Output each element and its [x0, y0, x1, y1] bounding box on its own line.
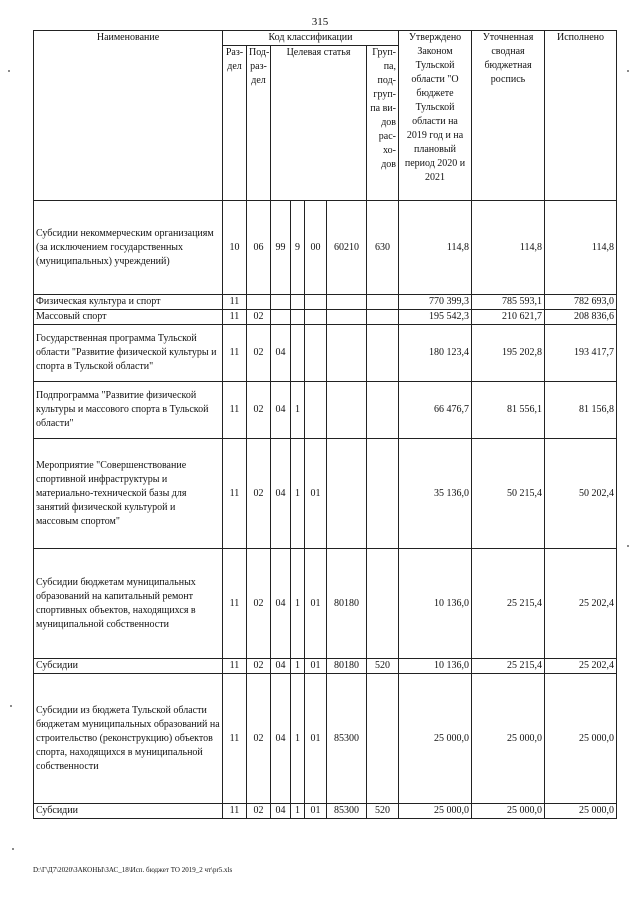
row-celevaya-4 [327, 325, 367, 382]
row-executed: 25 202,4 [545, 659, 617, 674]
row-razdel: 11 [223, 659, 247, 674]
row-executed: 25 000,0 [545, 674, 617, 804]
row-approved: 66 476,7 [399, 382, 472, 439]
table-row [34, 439, 617, 549]
row-refined: 785 593,1 [472, 295, 545, 310]
row-podrazdel: 02 [247, 659, 271, 674]
row-celevaya-1: 04 [271, 325, 291, 382]
row-name: Физическая культура и спорт [34, 295, 223, 310]
row-approved: 770 399,3 [399, 295, 472, 310]
row-name: Государственная программа Тульской области "Развитие физической культуры и спорта в Тульской области" [34, 325, 223, 382]
row-name: Субсидии [34, 804, 223, 819]
row-celevaya-4 [327, 310, 367, 325]
header-refined: Уточненная сводная бюджетная роспись [472, 31, 545, 201]
row-celevaya-3 [305, 310, 327, 325]
row-celevaya-4 [327, 439, 367, 549]
row-approved: 25 000,0 [399, 674, 472, 804]
row-razdel: 11 [223, 310, 247, 325]
row-approved: 195 542,3 [399, 310, 472, 325]
row-razdel: 11 [223, 295, 247, 310]
row-celevaya-2: 1 [291, 674, 305, 804]
table-row [34, 295, 617, 310]
row-executed: 50 202,4 [545, 439, 617, 549]
row-executed: 208 836,6 [545, 310, 617, 325]
row-celevaya-4: 85300 [327, 804, 367, 819]
table-row [34, 310, 617, 325]
row-celevaya-4: 60210 [327, 201, 367, 295]
row-approved: 180 123,4 [399, 325, 472, 382]
row-celevaya-3: 01 [305, 674, 327, 804]
row-refined: 114,8 [472, 201, 545, 295]
header-code-group: Код классификации [223, 31, 399, 46]
table-row [34, 549, 617, 659]
table-row [34, 659, 617, 674]
header-razdel: Раз-дел [223, 46, 247, 201]
row-podrazdel: 02 [247, 804, 271, 819]
scan-speck [8, 70, 10, 72]
budget-table [33, 30, 617, 819]
row-celevaya-3: 01 [305, 804, 327, 819]
row-celevaya-2 [291, 295, 305, 310]
row-celevaya-3 [305, 325, 327, 382]
row-refined: 25 000,0 [472, 674, 545, 804]
row-gruppa [367, 382, 399, 439]
row-celevaya-3: 01 [305, 549, 327, 659]
row-podrazdel: 02 [247, 549, 271, 659]
row-executed: 193 417,7 [545, 325, 617, 382]
row-celevaya-3 [305, 382, 327, 439]
row-gruppa: 630 [367, 201, 399, 295]
row-celevaya-3 [305, 295, 327, 310]
row-celevaya-1: 04 [271, 382, 291, 439]
row-gruppa: 520 [367, 804, 399, 819]
row-podrazdel [247, 295, 271, 310]
row-executed: 25 000,0 [545, 804, 617, 819]
row-refined: 25 215,4 [472, 659, 545, 674]
row-name: Субсидии [34, 659, 223, 674]
header-celevaya: Целевая статья [271, 46, 367, 201]
row-approved: 114,8 [399, 201, 472, 295]
row-podrazdel: 02 [247, 674, 271, 804]
row-razdel: 10 [223, 201, 247, 295]
row-celevaya-4: 85300 [327, 674, 367, 804]
row-celevaya-2 [291, 310, 305, 325]
row-celevaya-3: 01 [305, 439, 327, 549]
row-approved: 35 136,0 [399, 439, 472, 549]
row-celevaya-1: 04 [271, 674, 291, 804]
scan-speck [627, 545, 629, 547]
row-celevaya-1: 04 [271, 549, 291, 659]
row-celevaya-1 [271, 295, 291, 310]
row-refined: 81 556,1 [472, 382, 545, 439]
header-name: Наименование [34, 31, 223, 201]
row-celevaya-1: 04 [271, 804, 291, 819]
row-gruppa: 520 [367, 659, 399, 674]
scan-speck [10, 705, 12, 707]
row-celevaya-1 [271, 310, 291, 325]
row-celevaya-1: 99 [271, 201, 291, 295]
table-row [34, 674, 617, 804]
row-podrazdel: 02 [247, 382, 271, 439]
row-refined: 50 215,4 [472, 439, 545, 549]
row-celevaya-4 [327, 382, 367, 439]
row-name: Субсидии бюджетам муниципальных образований на капитальный ремонт спортивных объектов, находящихся в муниципальной собственности [34, 549, 223, 659]
header-executed: Исполнено [545, 31, 617, 201]
row-celevaya-2 [291, 325, 305, 382]
row-refined: 210 621,7 [472, 310, 545, 325]
row-executed: 81 156,8 [545, 382, 617, 439]
row-razdel: 11 [223, 804, 247, 819]
header-podrazdel: Под-раз-дел [247, 46, 271, 201]
table-row [34, 382, 617, 439]
row-approved: 25 000,0 [399, 804, 472, 819]
row-razdel: 11 [223, 382, 247, 439]
row-name: Субсидии некоммерческим организациям (за исключением государственных (муниципальных) учреждений) [34, 201, 223, 295]
row-razdel: 11 [223, 325, 247, 382]
row-celevaya-2: 1 [291, 549, 305, 659]
header-gruppa: Груп-па, под-груп-па ви-дов рас-хо-дов [367, 46, 399, 201]
row-podrazdel: 02 [247, 439, 271, 549]
row-razdel: 11 [223, 549, 247, 659]
row-gruppa [367, 549, 399, 659]
row-gruppa [367, 310, 399, 325]
row-celevaya-2: 1 [291, 659, 305, 674]
row-celevaya-4: 80180 [327, 549, 367, 659]
row-celevaya-1: 04 [271, 659, 291, 674]
row-name: Массовый спорт [34, 310, 223, 325]
row-gruppa [367, 295, 399, 310]
row-celevaya-2: 1 [291, 382, 305, 439]
row-executed: 114,8 [545, 201, 617, 295]
row-razdel: 11 [223, 674, 247, 804]
row-celevaya-2: 9 [291, 201, 305, 295]
row-celevaya-2: 1 [291, 439, 305, 549]
scan-speck [12, 848, 14, 850]
row-celevaya-3: 00 [305, 201, 327, 295]
row-celevaya-2: 1 [291, 804, 305, 819]
row-name: Мероприятие "Совершенствование спортивной инфраструктуры и материально-технической базы для занятий физической культурой и массовым спортом" [34, 439, 223, 549]
table-row [34, 325, 617, 382]
row-refined: 25 000,0 [472, 804, 545, 819]
row-gruppa [367, 439, 399, 549]
row-approved: 10 136,0 [399, 659, 472, 674]
row-gruppa [367, 325, 399, 382]
row-celevaya-3: 01 [305, 659, 327, 674]
row-executed: 782 693,0 [545, 295, 617, 310]
row-podrazdel: 02 [247, 325, 271, 382]
row-approved: 10 136,0 [399, 549, 472, 659]
row-gruppa [367, 674, 399, 804]
row-celevaya-4: 80180 [327, 659, 367, 674]
row-executed: 25 202,4 [545, 549, 617, 659]
row-refined: 195 202,8 [472, 325, 545, 382]
row-celevaya-1: 04 [271, 439, 291, 549]
row-name: Субсидии из бюджета Тульской области бюджетам муниципальных образований на строительство (реконструкцию) объектов спорта, находящихся в муниципальной собственности [34, 674, 223, 804]
footer-file-path: D:\Г\Д7\2020\ЗАКОНЫ\ЗАС_18\Исп. бюджет ТО 2019_2 чт\pr5.xls [33, 866, 233, 874]
page-number: 315 [311, 16, 329, 28]
table-row [34, 201, 617, 295]
table-row [34, 804, 617, 819]
row-refined: 25 215,4 [472, 549, 545, 659]
row-podrazdel: 06 [247, 201, 271, 295]
header-approved: Утверждено Законом Тульской области "О бюджете Тульской области на 2019 год и на плановый период 2020 и 2021 [399, 31, 472, 201]
row-celevaya-4 [327, 295, 367, 310]
row-name: Подпрограмма "Развитие физической культуры и массового спорта в Тульской области" [34, 382, 223, 439]
row-podrazdel: 02 [247, 310, 271, 325]
row-razdel: 11 [223, 439, 247, 549]
scan-speck [627, 70, 629, 72]
